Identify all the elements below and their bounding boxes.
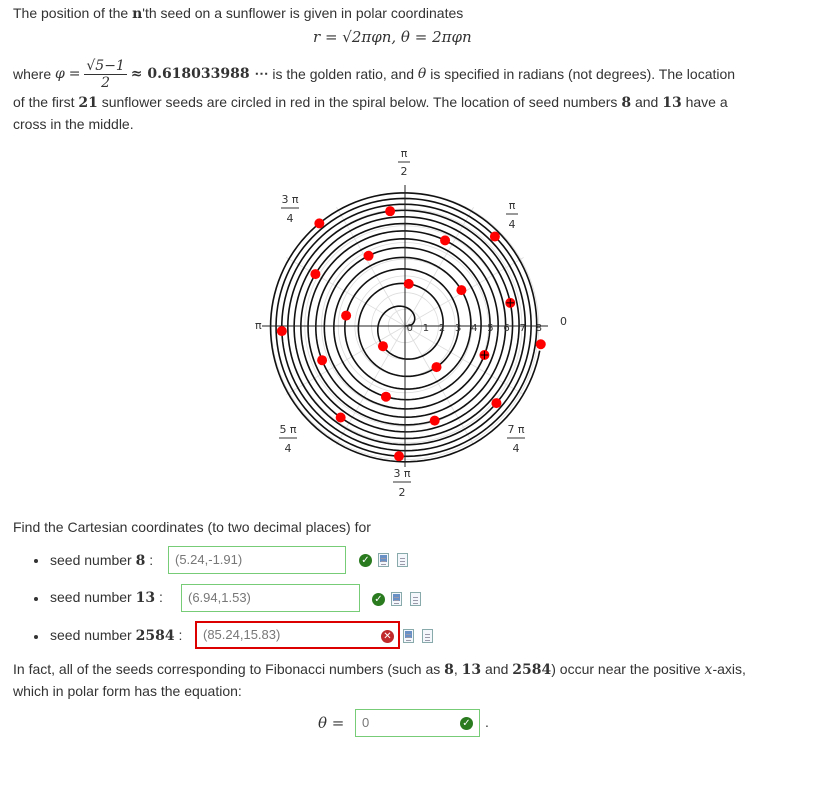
seed-marker	[404, 279, 414, 289]
text: ,	[453, 661, 458, 677]
sunflower-polar-plot	[250, 140, 580, 510]
question-text: Find the Cartesian coordinates (to two decimal places) for	[13, 519, 371, 535]
radial-tick-label: 5	[487, 323, 494, 334]
golden-value: ≈ 0.618033988 ⋯	[130, 65, 269, 82]
text: and	[634, 94, 659, 110]
math-13: 13	[461, 662, 482, 678]
correct-check-icon: ✓	[359, 554, 372, 567]
final-period: .	[485, 714, 489, 730]
math-phi: φ	[55, 65, 65, 82]
seed-marker	[310, 269, 320, 279]
polar-formula: r = √2πφn, θ = 2πφn	[313, 28, 472, 46]
label-3pi-over-4-num: 3 π	[281, 193, 299, 206]
where-line	[13, 52, 735, 96]
label-pi-over-2-den: 2	[400, 165, 408, 178]
math-x: x	[704, 662, 713, 678]
intro-line-4: cross in the middle.	[13, 116, 134, 132]
label-3pi-over-4-den: 4	[286, 212, 294, 225]
correct-check-icon: ✓	[460, 717, 473, 730]
seed-marker	[381, 392, 391, 402]
seed-marker	[456, 285, 466, 295]
label-3pi-over-2-den: 2	[398, 486, 406, 499]
feedback-doc-icon[interactable]	[410, 592, 421, 606]
seed-marker	[385, 206, 395, 216]
text: and	[485, 661, 509, 677]
seed-marker	[430, 416, 440, 426]
feedback-doc-icon[interactable]	[397, 553, 408, 567]
label-pi-over-2-num: π	[400, 147, 408, 160]
golden-fraction	[84, 58, 126, 91]
text: have a	[685, 94, 728, 110]
correct-check-icon: ✓	[372, 593, 385, 606]
where-label: where	[13, 65, 52, 82]
item-label-13	[50, 587, 163, 609]
theta-equals: θ =	[318, 714, 345, 732]
math-8: 8	[444, 662, 454, 678]
label-pi-over-4-den: 4	[508, 218, 516, 231]
seed-marker	[490, 232, 500, 242]
text: of the first	[13, 94, 75, 110]
text: In fact, all of the seeds corresponding to Fibonacci numbers (such as	[13, 661, 441, 677]
seed-marker	[341, 311, 351, 321]
seed-marker	[277, 326, 287, 336]
feedback-doc-icon[interactable]	[422, 629, 433, 643]
preview-icon[interactable]	[391, 592, 402, 606]
bullet	[34, 635, 38, 639]
seed-marker	[336, 413, 346, 423]
math-theta: θ	[417, 65, 427, 82]
grid-spoke	[405, 207, 474, 326]
label-3pi-over-2-num: 3 π	[393, 467, 411, 480]
seed-8-answer-field[interactable]: (5.24,-1.91)	[168, 546, 346, 574]
math-n: n	[132, 6, 143, 22]
item-colon: :	[178, 627, 183, 643]
label-zero: 0	[560, 315, 567, 328]
seed-marker	[378, 341, 388, 351]
radial-tick-label: 4	[471, 323, 478, 334]
item-text: seed number	[50, 627, 132, 643]
bullet	[34, 559, 38, 563]
radial-tick-label: 0	[406, 323, 414, 334]
radial-tick-label: 7	[519, 323, 526, 334]
fraction-numerator: √5−1	[86, 57, 125, 74]
item-colon: :	[149, 552, 154, 568]
seed-2584-answer-field[interactable]: (85.24,15.83)	[195, 621, 400, 649]
math-21: 21	[78, 95, 98, 111]
item-text: seed number	[50, 589, 132, 605]
fact-line-1	[13, 659, 746, 681]
label-5pi-over-4-num: 5 π	[279, 423, 297, 436]
seed-marker	[394, 451, 404, 461]
item-colon: :	[158, 589, 163, 605]
text: sunflower seeds are circled in red in the spiral below. The location of seed numbers	[101, 94, 618, 110]
item-number: 2584	[135, 628, 175, 644]
intro-text: The position of the	[13, 5, 129, 21]
label-pi-over-4-num: π	[508, 199, 516, 212]
text: ) occur near the positive	[551, 661, 701, 677]
text: -axis,	[712, 661, 746, 677]
where-tail: is the golden ratio, and	[272, 65, 415, 82]
preview-icon[interactable]	[378, 553, 389, 567]
math-eq: =	[68, 65, 81, 82]
radial-tick-label: 1	[422, 323, 430, 334]
seed-marker	[314, 218, 324, 228]
intro-text-tail: 'th seed on a sunflower is given in polar coordinates	[142, 5, 464, 21]
math-2584: 2584	[512, 662, 552, 678]
seed-marker	[491, 398, 501, 408]
item-number: 8	[135, 553, 146, 569]
seed-marker	[432, 362, 442, 372]
label-pi: π	[255, 319, 262, 332]
seed-13-answer-field[interactable]: (6.94,1.53)	[181, 584, 360, 612]
radial-tick-label: 3	[455, 323, 462, 334]
radial-tick-label: 6	[503, 323, 510, 334]
math-8: 8	[621, 95, 632, 111]
incorrect-x-icon: ✕	[381, 630, 394, 643]
preview-icon[interactable]	[403, 629, 414, 643]
radial-tick-label: 2	[438, 323, 446, 334]
fraction-denominator: 2	[101, 74, 111, 91]
seed-marker	[536, 339, 546, 349]
label-7pi-over-4-den: 4	[512, 442, 520, 455]
item-number: 13	[135, 590, 156, 606]
intro-line-3	[13, 92, 728, 114]
item-text: seed number	[50, 552, 132, 568]
item-label-8	[50, 550, 153, 572]
theta-answer-field[interactable]: 0	[355, 709, 480, 737]
math-13: 13	[662, 95, 682, 111]
seed-marker	[440, 235, 450, 245]
intro-line-1	[13, 3, 463, 25]
bullet	[34, 597, 38, 601]
where-tail-2: is specified in radians (not degrees). The location	[430, 65, 736, 82]
fact-line-2: which in polar form has the equation:	[13, 683, 242, 699]
label-7pi-over-4-num: 7 π	[507, 423, 525, 436]
seed-marker	[364, 251, 374, 261]
item-label-2584	[50, 625, 182, 647]
label-5pi-over-4-den: 4	[284, 442, 292, 455]
radial-tick-label: 8	[535, 323, 542, 334]
seed-marker	[317, 355, 327, 365]
